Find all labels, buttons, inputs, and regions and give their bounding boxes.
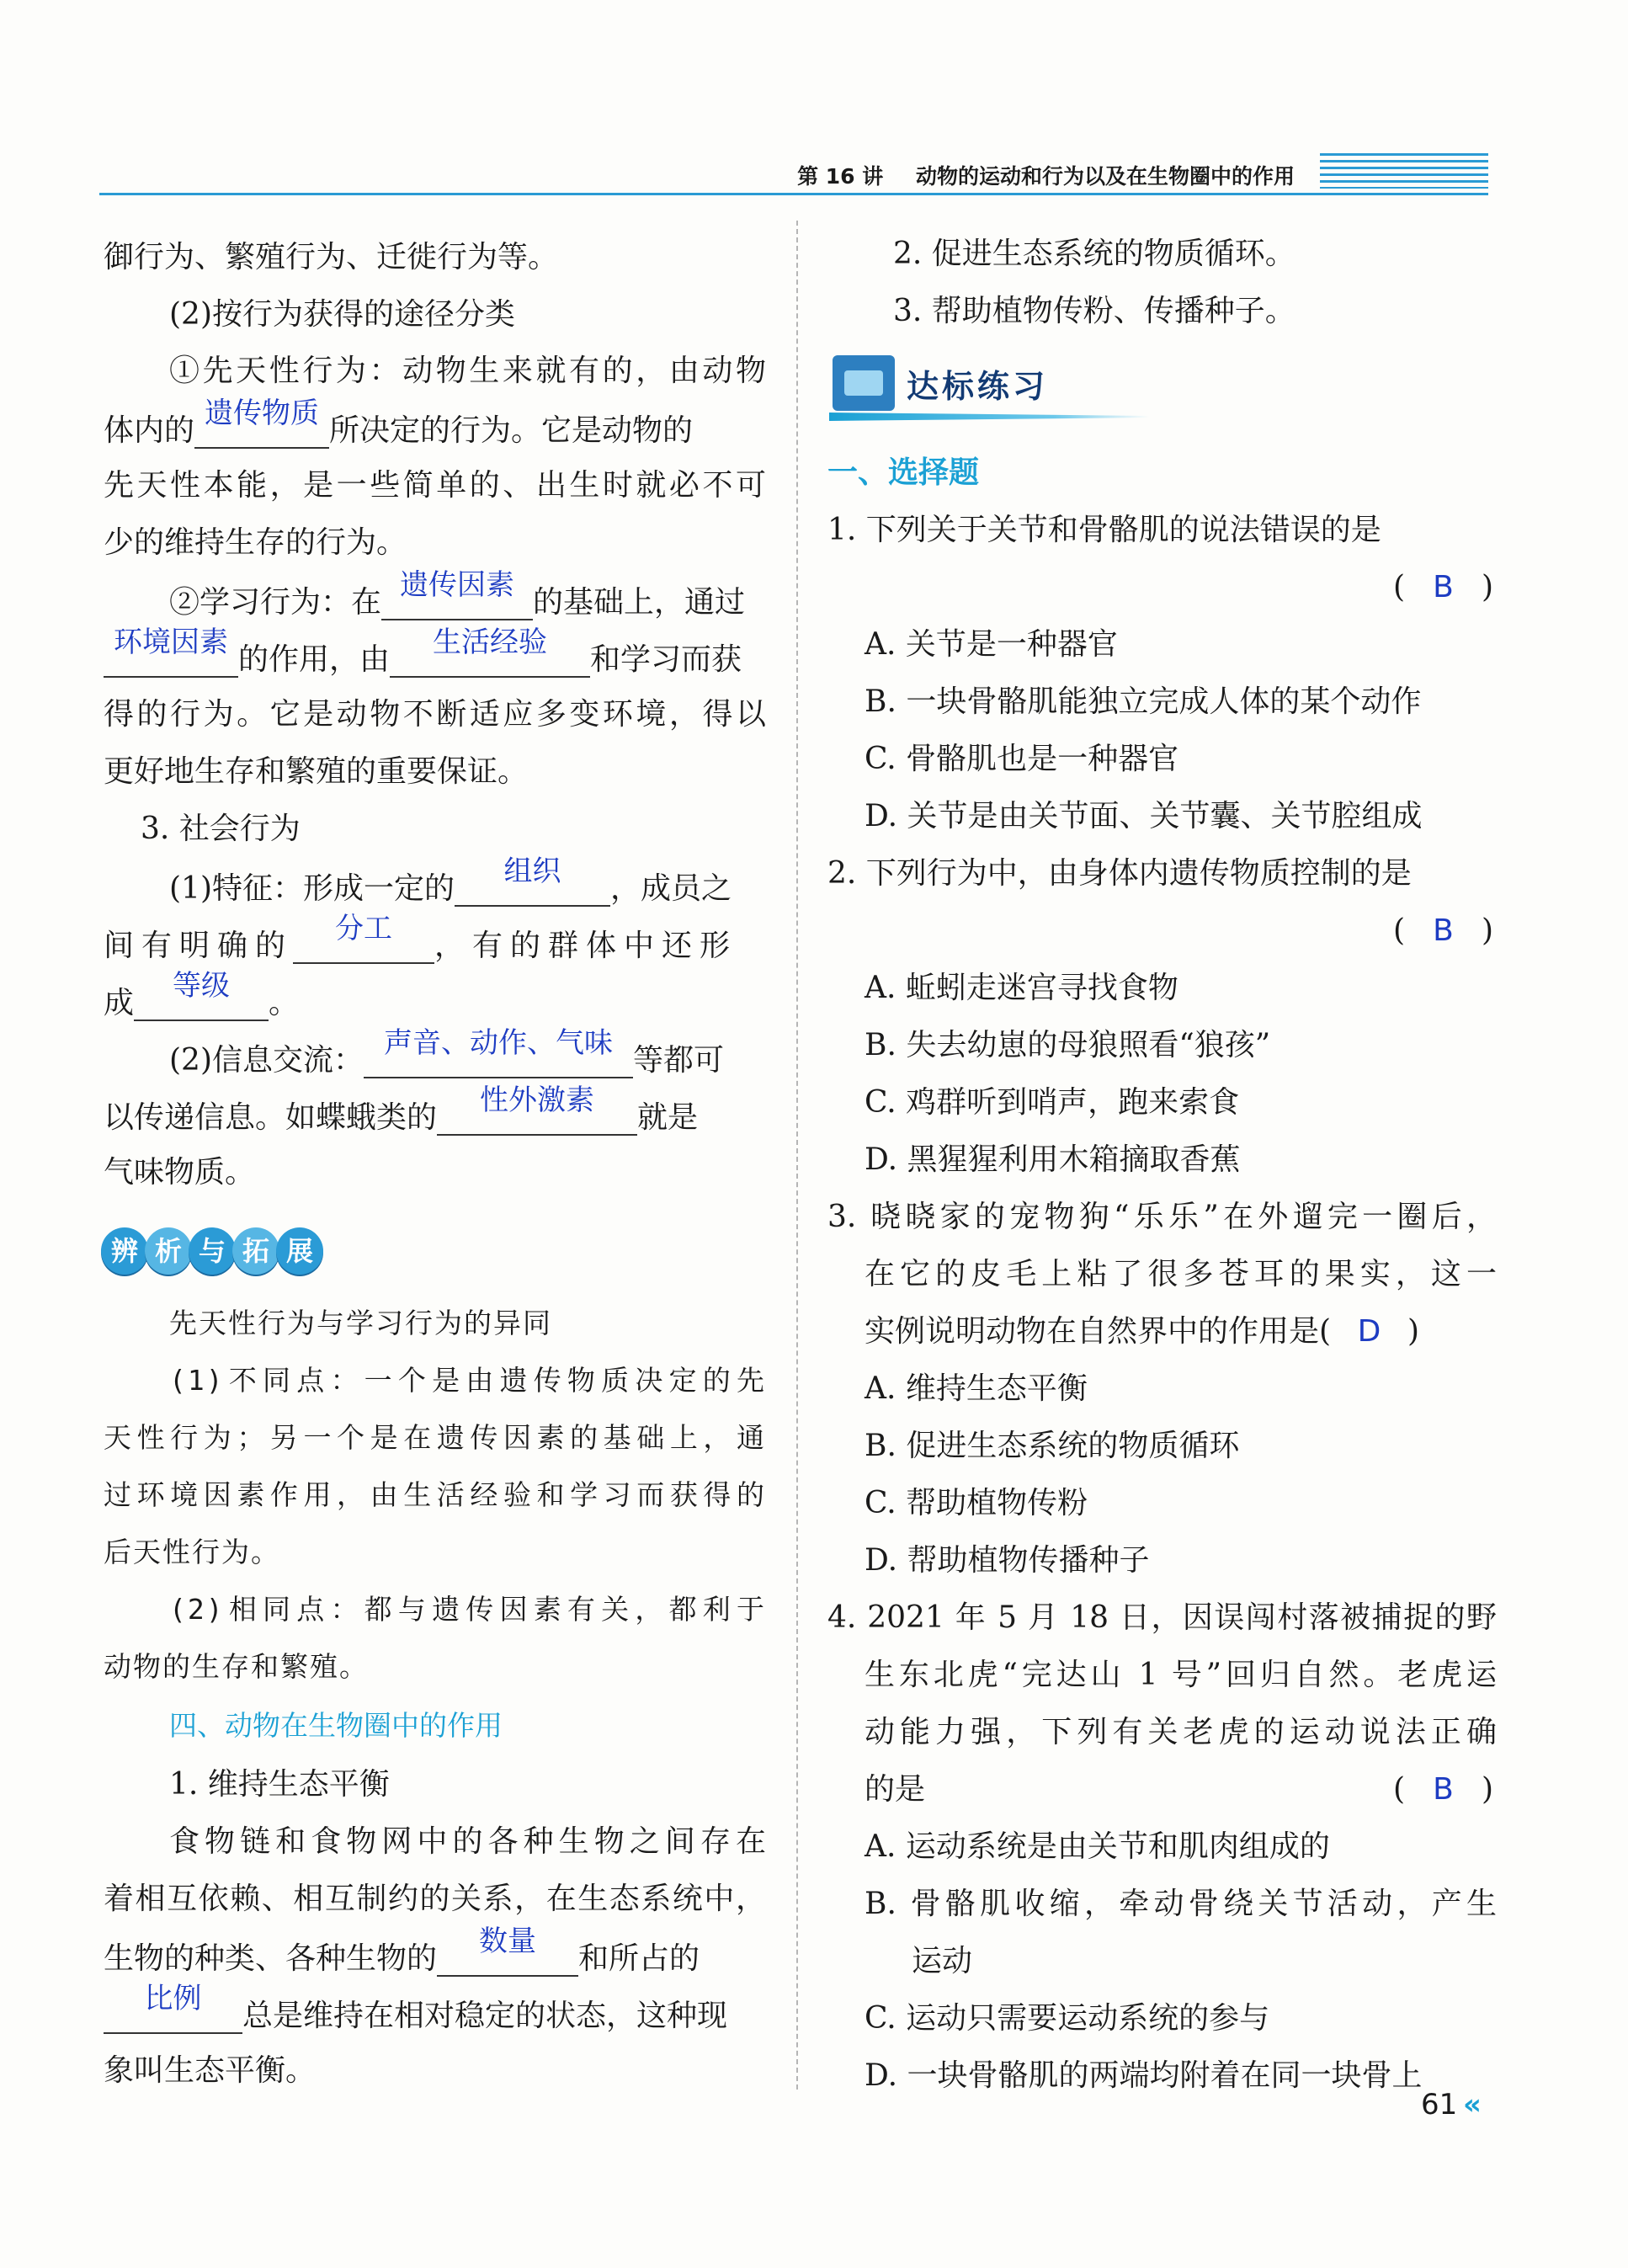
answer-blank [134,969,269,1021]
handwritten-answer: 数量 [479,1925,537,1958]
option: B. 一块骨骼肌能独立完成人体的某个动作 [865,684,1422,719]
question-stem: 1. 下列关于关节和骨骼肌的说法错误的是 [827,513,1381,547]
handwritten-answer: 分工 [335,912,393,945]
text-line: 动物的生存和繁殖。 [104,1650,369,1683]
text-line: (1)不同点：一个是由遗传物质决定的先 [169,1364,766,1397]
practice-banner [829,352,1149,433]
choice-answer: B [1433,1772,1457,1807]
text-line: 御行为、繁殖行为、迁徙行为等。 [104,240,559,274]
option: A. 运动系统是由关节和肌肉组成的 [865,1829,1330,1864]
option: A. 关节是一种器官 [865,627,1118,662]
lesson-number: 第 16 讲 [797,164,884,189]
handwritten-answer: 生活经验 [433,626,548,659]
text-line: (2)按行为获得的途径分类 [169,297,515,332]
text-line: 1. 维持生态平衡 [169,1767,390,1802]
lesson-title: 动物的运动和行为以及在生物圈中的作用 [915,164,1295,189]
text-line [104,1982,766,2034]
option: B. 促进生态系统的物质循环 [865,1429,1240,1463]
choice-answer: B [1433,913,1457,948]
text-span: 成 [104,985,135,1020]
answer-blank [194,397,329,449]
book-stack-icon [833,355,895,411]
text-line [104,912,766,964]
text-line [104,1026,766,1078]
page-header [99,150,1488,195]
text-line: ①先天性行为：动物生来就有的，由动物 [169,354,766,388]
answer-blank [437,1925,578,1977]
question-stem: 2. 下列行为中，由身体内遗传物质控制的是 [827,856,1412,891]
question-stem: 生东北虎“完达山 1 号”回归自然。老虎运 [865,1658,1497,1692]
text-span: 和学习而获 [590,642,742,677]
option: B. 骨骼肌收缩，牵动骨绕关节活动，产生 [865,1887,1497,1921]
text-line: 3. 社会行为 [141,812,301,846]
option: A. 蚯蚓走迷宫寻找食物 [865,971,1178,1005]
text-span: ，成员之 [610,870,732,906]
text-line [104,1925,766,1977]
text-line: (2)相同点：都与遗传因素有关，都利于 [169,1593,766,1626]
text-span: 就是 [637,1099,699,1135]
handwritten-answer: 组织 [503,854,561,888]
section-heading: 一、选择题 [827,455,980,490]
answer-blank [381,568,533,620]
text-span: 体内的 [104,413,195,448]
answer-blank [437,1083,637,1136]
text-line: 天性行为；另一个是在遗传因素的基础上，通 [104,1421,766,1454]
double-chevron-left-icon: « [1463,2088,1482,2122]
handwritten-answer: 遗传因素 [400,568,515,602]
answer-blank [104,626,238,678]
answer-blank [293,912,434,964]
text-line: 后天性行为。 [104,1536,280,1568]
banner-title: 达标练习 [907,368,1049,405]
text-line: 更好地生存和繁殖的重要保证。 [104,754,529,789]
option: D. 帮助植物传播种子 [865,1543,1150,1578]
option: D. 关节是由关节面、关节囊、关节腔组成 [865,799,1423,833]
text-line: 3. 帮助植物传粉、传播种子。 [893,294,1295,328]
banner-char: 展 [276,1227,323,1275]
text-span: 总是维持在相对稳定的状态，这种现 [242,1998,728,2033]
text-line: 过环境因素作用，由生活经验和学习而获得的 [104,1478,766,1511]
text-line: 少的维持生存的行为。 [104,525,407,560]
answer-blank [455,854,610,907]
handwritten-answer: 比例 [144,1982,202,2015]
text-span: 所决定的行为。它是动物的 [329,413,694,448]
text-span: 的作用，由 [238,642,391,677]
choice-answer: B [1433,570,1457,604]
banner-swoosh [829,413,1149,421]
page-number: 61 [1421,2088,1458,2122]
option: D. 一块骨骼肌的两端均附着在同一块骨上 [865,2058,1423,2093]
handwritten-answer: 等级 [173,969,231,1003]
text-line: 着相互依赖、相互制约的关系，在生态系统中， [104,1882,766,1916]
option: A. 维持生态平衡 [865,1371,1088,1406]
question-stem: 4. 2021 年 5 月 18 日，因误闯村落被捕捉的野 [827,1600,1497,1635]
text-span: (2)信息交流： [169,1042,364,1078]
text-line [104,854,766,907]
option: C. 运动只需要运动系统的参与 [865,2001,1270,2036]
text-line: 先天性行为与学习行为的异同 [169,1307,552,1339]
text-line: 先天性本能，是一些简单的、出生时就必不可 [104,468,766,503]
option-continued: 运动 [912,1944,973,1978]
text-line [104,626,766,678]
question-stem: 动能力强，下列有关老虎的运动说法正确 [865,1715,1497,1749]
text-span: 和所占的 [578,1941,700,1976]
header-rule [99,193,1488,195]
text-span: ②学习行为：在 [169,584,382,620]
text-span: 实例说明动物在自然界中的作用是 [865,1314,1320,1349]
section-heading: 四、动物在生物圈中的作用 [169,1709,503,1742]
option: D. 黑猩猩利用木箱摘取香蕉 [865,1142,1241,1177]
text-span: 等都可 [633,1042,725,1078]
banner-char: 辨 [101,1227,148,1275]
text-span: 的是 [865,1772,926,1807]
text-span: 。 [269,985,300,1020]
banner-char: 与 [189,1227,236,1275]
handwritten-answer: 性外激素 [480,1083,595,1117]
text-line: 象叫生态平衡。 [104,2053,317,2088]
question-stem: 实例说明动物在自然界中的作用是( D ) [865,1314,1423,1349]
question-stem: 在它的皮毛上粘了很多苍耳的果实，这一 [865,1257,1497,1291]
text-line [104,969,766,1021]
answer-paren: ( B ) [1393,913,1497,948]
text-line: 食物链和食物网中的各种生物之间存在 [169,1824,766,1859]
option: C. 帮助植物传粉 [865,1486,1088,1520]
handwritten-answer: 声音、动作、气味 [384,1026,613,1060]
text-line: 气味物质。 [104,1155,256,1190]
header-title [797,160,1295,190]
text-span: 的基础上，通过 [533,584,746,620]
column-divider [796,221,798,2090]
text-line [104,397,766,449]
answer-blank [104,1982,242,2034]
banner-char: 拓 [232,1227,279,1275]
answer-paren: ( B ) [1393,570,1497,604]
text-line: 2. 促进生态系统的物质循环。 [893,237,1295,271]
text-line [104,568,766,620]
text-span: (1)特征：形成一定的 [169,870,455,906]
choice-answer: D [1357,1314,1385,1349]
question-stem: 的是 ( B ) [865,1772,1497,1807]
handwritten-answer: 环境因素 [114,626,228,659]
header-stripes-decoration [1320,153,1488,189]
text-span: 以传递信息。如蝶蛾类的 [104,1099,438,1135]
analysis-extension-banner [101,1227,320,1283]
banner-char: 析 [145,1227,192,1275]
option: C. 鸡群听到哨声，跑来索食 [865,1085,1240,1120]
option: B. 失去幼崽的母狼照看“狼孩” [865,1028,1271,1062]
text-span: 间有明确的 [104,928,294,963]
text-line [104,1083,766,1136]
text-span: 生物的种类、各种生物的 [104,1941,438,1976]
text-span: ，有的群体中还形 [434,928,738,963]
question-stem: 3. 晓晓家的宠物狗“乐乐”在外遛完一圈后， [827,1200,1497,1234]
answer-blank [390,626,590,678]
option: C. 骨骼肌也是一种器官 [865,742,1179,776]
text-line: 得的行为。它是动物不断适应多变环境，得以 [104,697,766,732]
handwritten-answer: 遗传物质 [205,397,320,430]
answer-blank [364,1026,633,1078]
